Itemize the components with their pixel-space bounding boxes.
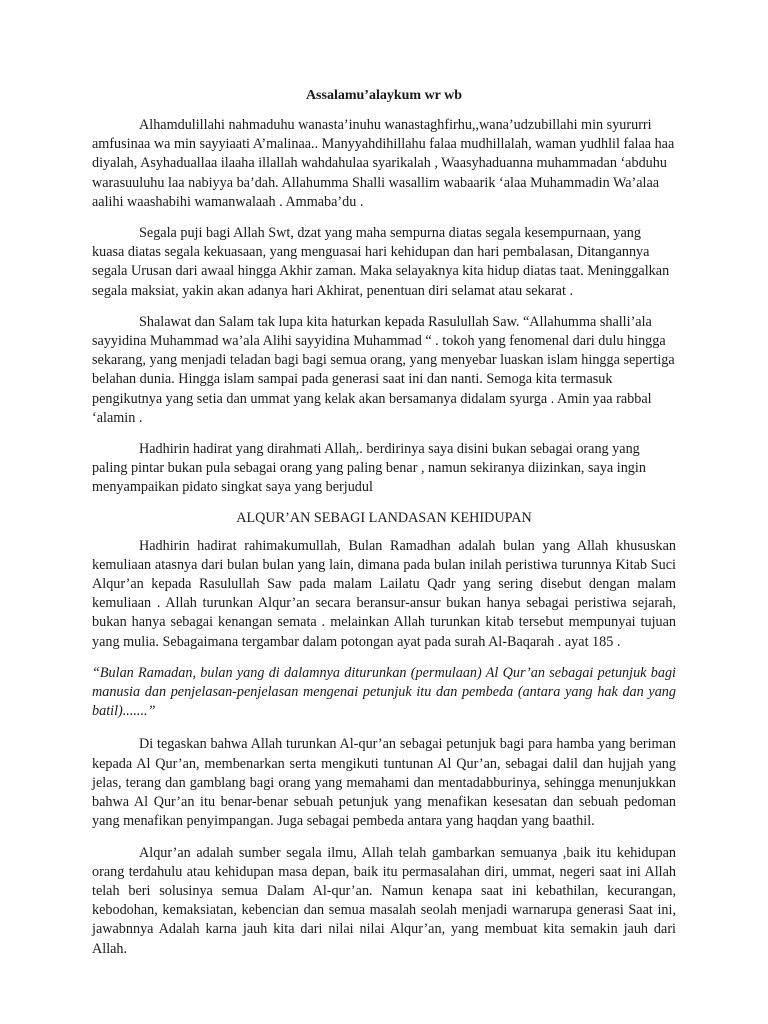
paragraph-source-of-knowledge: Alqur’an adalah sumber segala ilmu, Allah telah gambarkan semuanya ,baik itu kehidupan orang terdahulu atau kehidupan masa depan, baik itu permasalahan diri, ummat, negeri saat ini Allah telah beri solusinya semua Dalam Al-qur’an. Namun kenapa saat ini kebathilan, kecurangan, kebodohan, kemaksiatan, kebencian dan semua masalah seolah menjadi warnarupa generasi Saat ini, jawabnnya Adalah karna jauh kita dari nilai nilai Alqur’an, yang membuat kita semakin jauh dari Allah.: [92, 844, 676, 957]
paragraph-opening-prayer: Alhamdulillahi nahmaduhu wanasta’inuhu wanastaghfirhu,,wana’udzubillahi min syururri amfusinaa wa min sayyiaati A’malinaa.. Manyyahdihillahu falaa mudhillalah, waman yudhlil falaa haa diyalah, Asyhaduallaa ilaaha illallah wahdahulaa syarikalah , Waasyhaduanna muhammadan ‘abduhu warasuuluhu laa nabiyya ba’dah. Allahumma Shalli wasallim wabaarik ‘alaa Muhammadin Wa’alaa aalihi waashabihi wamanwalaah . Ammaba’du .: [92, 117, 675, 210]
paragraph-shalawat: Shalawat dan Salam tak lupa kita haturkan kepada Rasulullah Saw. “Allahumma shalli’ala sayyidina Muhammad wa’ala Alihi sayyidina Muhammad “ . tokoh yang fenomenal dari dulu hingga sekarang, yang menjadi teladan bagi bagi semua orang, yang menyebar luaskan islam hingga sepertiga belahan dunia. Hingga islam sampai pada generasi saat ini dan nanti. Semoga kita termasuk pengikutnya yang setia dan ummat yang kelak akan bersamanya didalam syurga . Amin yaa rabbal ‘alamin .: [92, 313, 675, 426]
quran-quote: “Bulan Ramadan, bulan yang di dalamnya diturunkan (permulaan) Al Qur’an sebagai petunjuk bagi manusia dan penjelasan-penjelasan mengenai petunjuk itu dan pembeda (antara yang hak dan yang batil).......”: [92, 664, 676, 720]
paragraph-ramadhan: Hadhirin hadirat rahimakumullah, Bulan Ramadhan adalah bulan yang Allah khususkan kemuliaan atasnya dari bulan bulan yang lain, dimana pada bulan inilah peristiwa turunnya Kitab Suci Alqur’an kepada Rasulullah Saw pada malam Lailatu Qadr yang sering disebut dengan malam kemuliaan . Allah turunkan Alqur’an secara beransur-ansur bukan hanya sebagai peristiwa sejarah, bukan hanya sebagai kenangan semata . melainkan Allah turunkan kitab tersebut mempunyai tujuan yang mulia. Sebagaimana tergambar dalam potongan ayat pada surah Al-Baqarah . ayat 185 .: [92, 537, 676, 650]
document-title: Assalamu’alaykum wr wb: [305, 88, 463, 103]
paragraph-introduction: Hadhirin hadirat yang dirahmati Allah,. berdirinya saya disini bukan sebagai orang yang paling pintar bukan pula sebagai orang yang paling benar , namun sekiranya diizinkan, saya ingin menyampaikan pidato singkat saya yang berjudul: [92, 441, 646, 496]
speech-heading: ALQUR’AN SEBAGI LANDASAN KEHIDUPAN: [236, 509, 532, 526]
paragraph-praise: Segala puji bagi Allah Swt, dzat yang maha sempurna diatas segala kesempurnaan, yang kuasa diatas segala kekuasaan, yang menguasai hari kehidupan dan hari pembalasan, Ditangannya segala Urusan dari awaal hingga Akhir zaman. Maka selayaknya kita hidup diatas taat. Meninggalkan segala maksiat, yakin akan adanya hari Akhirat, penentuan diri selamat atau sekarat .: [92, 225, 670, 299]
paragraph-guidance: Di tegaskan bahwa Allah turunkan Al-qur’an sebagai petunjuk bagi para hamba yang beriman kepada Al Qur’an, membenarkan serta mengikuti tuntunan Al Qur’an, sebagai dalil dan hujjah yang jelas, terang dan gamblang bagi orang yang memahami dan mentadabburinya, sehingga menunjukkan bahwa Al Qur’an itu benar-benar sebuah petunjuk yang menafikan kesesatan dan sebuah pedoman yang menafikan penyimpangan. Juga sebagai pembeda antara yang haqdan yang baathil.: [92, 736, 676, 830]
